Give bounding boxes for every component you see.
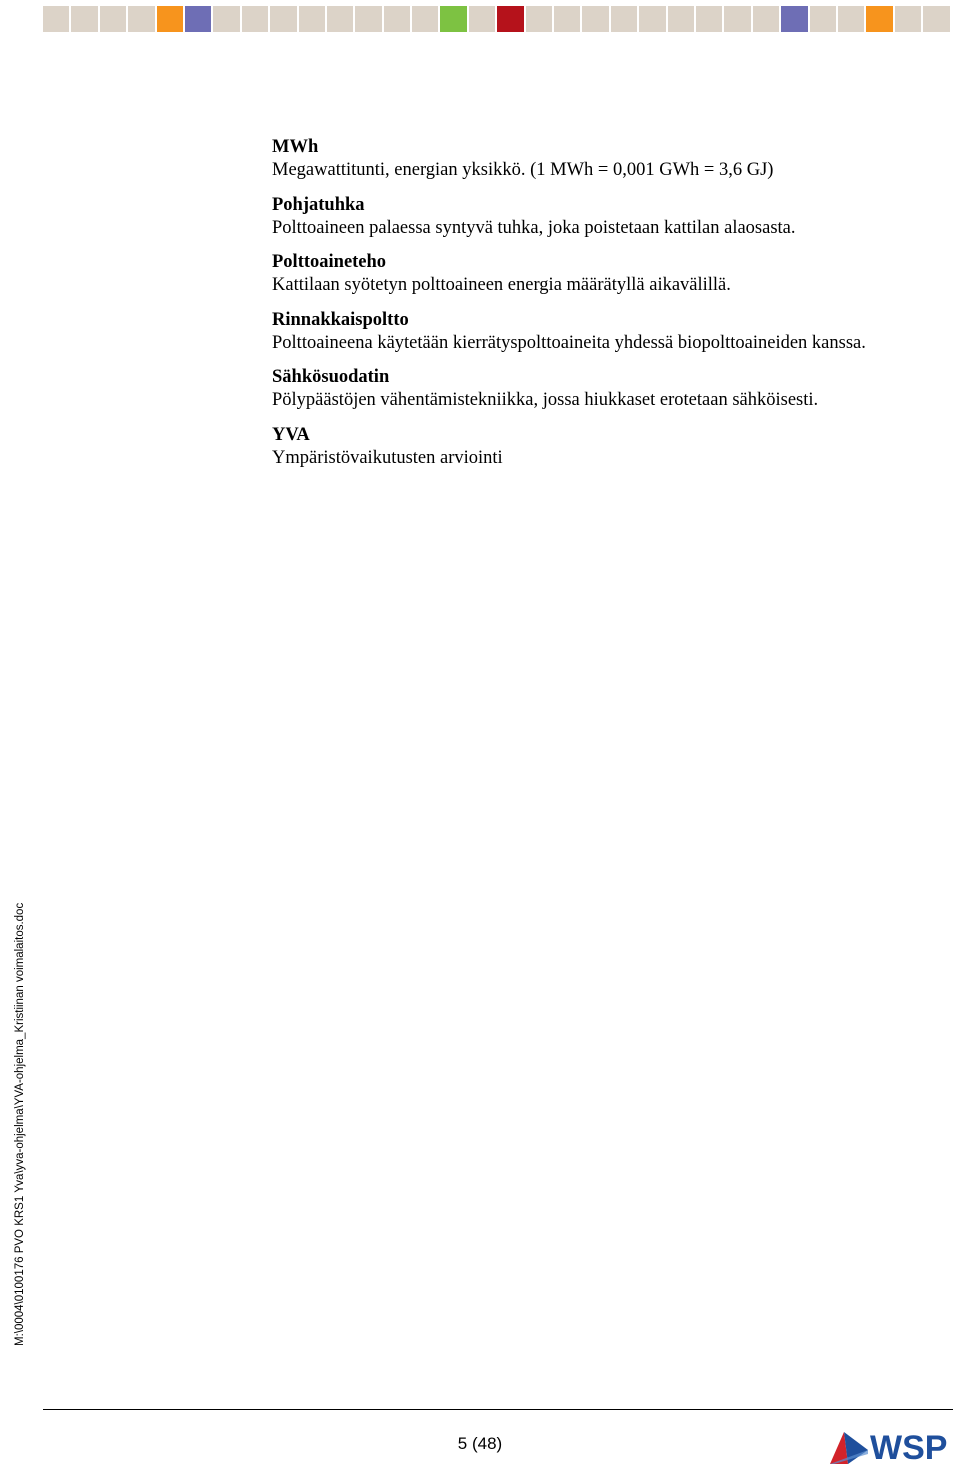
glossary-entry (272, 136, 942, 182)
header-color-square (71, 6, 97, 32)
glossary-definition: Polttoaineen palaessa syntyvä tuhka, joka poistetaan kattilan alaosasta. (272, 217, 796, 238)
header-color-square (355, 6, 381, 32)
header-color-square (923, 6, 949, 32)
glossary-entry (272, 424, 942, 470)
glossary-definition: Kattilaan syötetyn polttoaineen energia määrätyllä aikavälillä. (272, 275, 731, 295)
glossary-definition: Pölypäästöjen vähentämistekniikka, jossa hiukkaset erotetaan sähköisesti. (272, 390, 819, 410)
page-number: 5 (48) (457, 1434, 503, 1453)
glossary-term: Rinnakkaispoltto (272, 309, 409, 330)
glossary-list (272, 136, 942, 481)
glossary-term: YVA (272, 424, 310, 445)
glossary-term: Polttoaineteho (272, 252, 387, 272)
logo-text: WSP (870, 1429, 948, 1466)
header-color-square (781, 6, 807, 32)
header-color-square (327, 6, 353, 32)
wsp-logo-icon (828, 1426, 954, 1466)
header-color-square (384, 6, 410, 32)
header-color-square (866, 6, 892, 32)
glossary-entry (272, 366, 942, 412)
header-color-square (582, 6, 608, 32)
glossary-definition: Polttoaineena käytetään kierrätyspolttoaineita yhdessä biopolttoaineiden kanssa. (272, 332, 866, 353)
glossary-definition: Megawattitunti, energian yksikkö. (1 MWh = 0,001 GWh = 3,6 GJ) (272, 160, 774, 180)
header-color-square (696, 6, 722, 32)
header-color-square (128, 6, 154, 32)
header-color-square (526, 6, 552, 32)
header-color-square (838, 6, 864, 32)
header-color-square (724, 6, 750, 32)
header-color-strip (43, 6, 950, 32)
header-color-square (185, 6, 211, 32)
glossary-term: Pohjatuhka (272, 194, 365, 215)
document-file-path: M:\0004\0100176 PVO KRS1 Yva\yva-ohjelma\YVA-ohjelma_Kristiinan voimalaitos.doc (14, 902, 26, 1346)
glossary-term: Sähkösuodatin (272, 367, 390, 387)
header-color-square (299, 6, 325, 32)
header-color-square (497, 6, 523, 32)
glossary-entry (272, 194, 942, 240)
header-color-square (157, 6, 183, 32)
header-color-square (810, 6, 836, 32)
header-color-square (412, 6, 438, 32)
header-color-square (895, 6, 921, 32)
glossary-entry (272, 309, 942, 355)
header-color-square (43, 6, 69, 32)
header-color-square (242, 6, 268, 32)
header-color-square (611, 6, 637, 32)
header-color-square (440, 6, 466, 32)
header-color-square (213, 6, 239, 32)
header-color-square (100, 6, 126, 32)
header-color-square (554, 6, 580, 32)
glossary-definition: Ympäristövaikutusten arviointi (272, 447, 503, 468)
glossary-term: MWh (272, 137, 319, 157)
header-color-square (639, 6, 665, 32)
header-color-square (469, 6, 495, 32)
footer-divider (43, 1409, 953, 1410)
header-color-square (753, 6, 779, 32)
glossary-entry (272, 251, 942, 297)
header-color-square (270, 6, 296, 32)
header-color-square (668, 6, 694, 32)
